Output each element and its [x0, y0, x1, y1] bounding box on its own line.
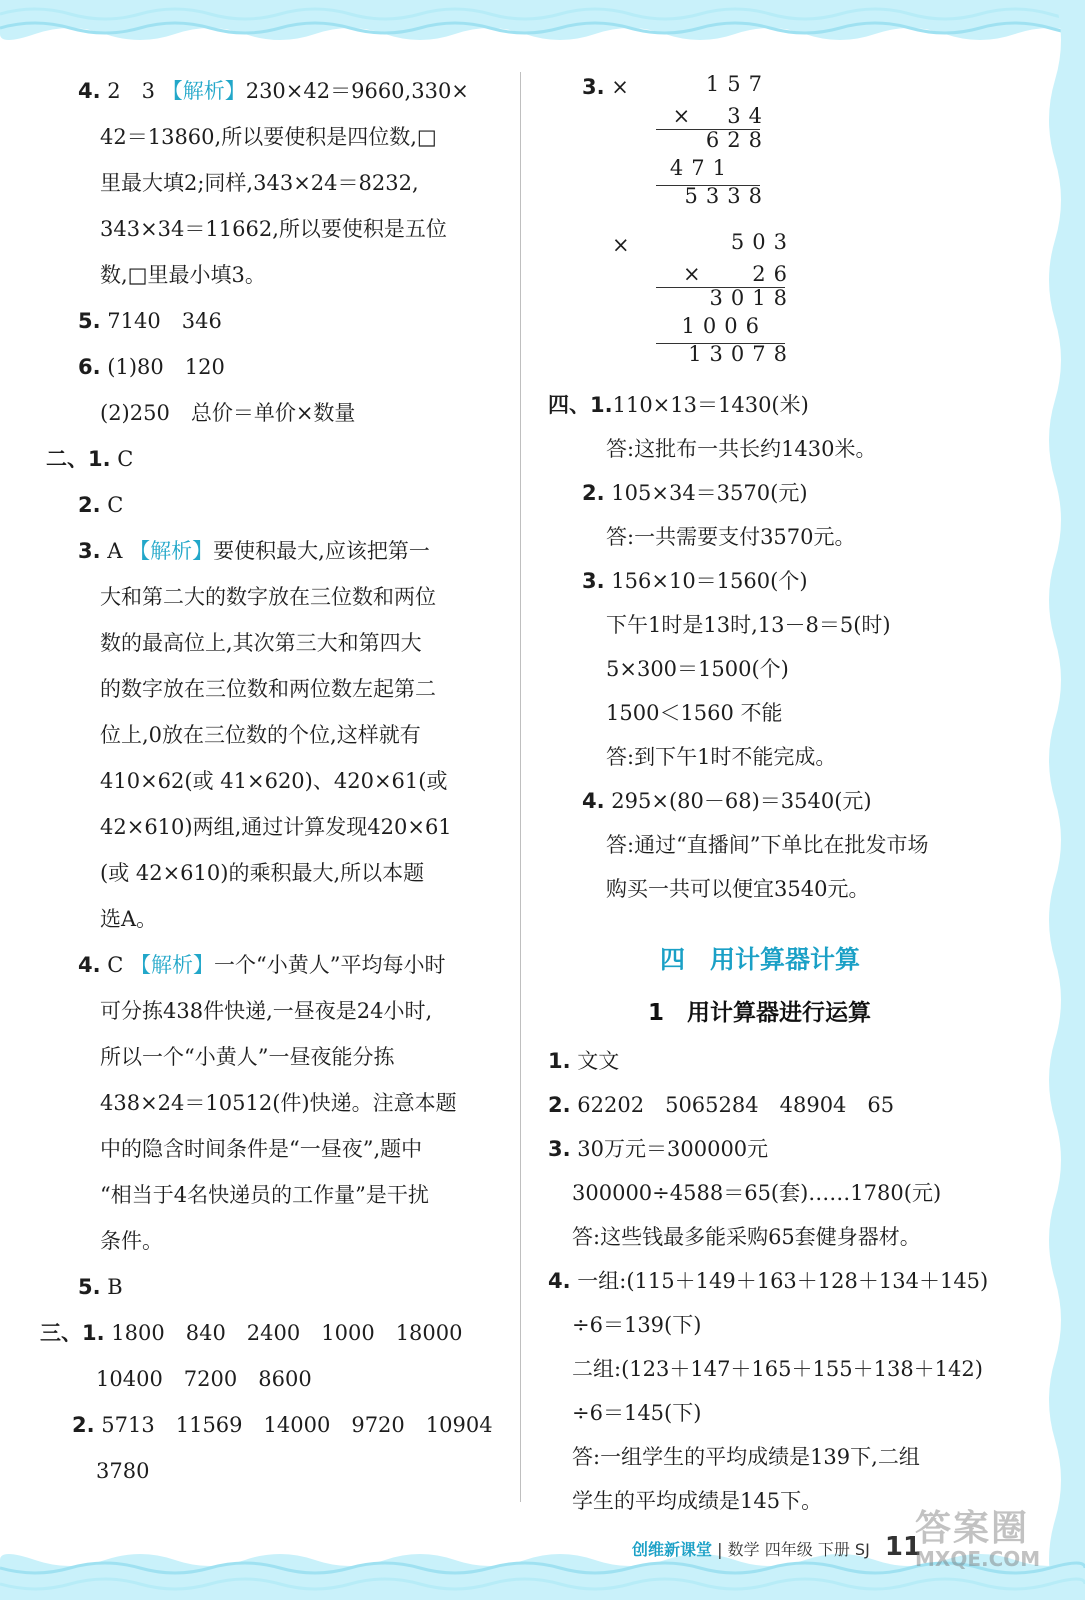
text-line: 答:一共需要支付3570元。: [606, 525, 856, 549]
answer-s2-q5: 5. B: [78, 1275, 123, 1299]
calc-row: 628: [705, 128, 770, 152]
wrong-mark: ×: [612, 233, 630, 257]
text-line: 购买一共可以便宜3540元。: [606, 877, 870, 901]
text-line: 数的最高位上,其次第三大和第四大: [100, 631, 422, 655]
calc-row: 5338: [684, 184, 770, 208]
text-line: 42×610)两组,通过计算发现420×61: [100, 815, 452, 839]
column-divider: [520, 72, 521, 1502]
text-line: 300000÷4588＝65(套)……1780(元): [572, 1181, 942, 1205]
vertical-calc-2: [650, 230, 795, 380]
text-line: (或 42×610)的乘积最大,所以本题: [100, 861, 425, 885]
text-line: 所以一个“小黄人”一昼夜能分拣: [100, 1045, 395, 1069]
answer-s4-q2: 2. 105×34＝3570(元): [582, 481, 808, 505]
wrong-mark: ×: [611, 75, 629, 99]
calc-row: 1006: [681, 314, 767, 338]
analysis-tag: 【解析】: [130, 953, 215, 977]
text-line: 位上,0放在三位数的个位,这样就有: [100, 723, 421, 747]
text-line: (2)250 总价＝单价×数量: [100, 401, 356, 425]
answer-s3-q3: 3. ×: [582, 75, 629, 99]
answer-s1-q4: 4. 2 3 【解析】230×42＝9660,330×: [78, 79, 469, 103]
text-line: 438×24＝10512(件)快递。注意本题: [100, 1091, 457, 1115]
text-line: 大和第二大的数字放在三位数和两位: [100, 585, 436, 609]
brand-name: 创维新课堂: [632, 1540, 713, 1559]
text-line: 里最大填2;同样,343×24＝8232,: [100, 171, 419, 195]
lesson-heading: 1 用计算器进行运算: [648, 1000, 872, 1026]
calc-row: 503: [730, 230, 795, 254]
text-line: 410×62(或 41×620)、420×61(或: [100, 769, 448, 793]
text-line: 1500＜1560 不能: [606, 701, 783, 725]
answer-s2-q4: 4. C 【解析】一个“小黄人”平均每小时: [78, 953, 446, 977]
text-line: 选A。: [100, 907, 158, 931]
answer-c-q4: 4. 一组:(115＋149＋163＋128＋134＋145): [548, 1269, 989, 1293]
analysis-tag: 【解析】: [129, 539, 214, 563]
answer-c-q1: 1. 文文: [548, 1049, 620, 1073]
text-line: 下午1时是13时,13－8＝5(时): [606, 613, 891, 637]
answer-s1-q6: 6. (1)80 120: [78, 355, 225, 379]
text-line: 3780: [96, 1459, 150, 1483]
text-line: 10400 7200 8600: [96, 1367, 312, 1391]
analysis-tag: 【解析】: [161, 79, 246, 103]
text-line: 答:这批布一共长约1430米。: [606, 437, 877, 461]
text-line: 二组:(123＋147＋165＋155＋138＋142): [572, 1357, 983, 1381]
text-line: 可分拣438件快递,一昼夜是24小时,: [100, 999, 433, 1023]
page-number: 11: [884, 1532, 922, 1562]
chapter-heading: 四 用计算器计算: [660, 945, 861, 974]
answer-s3-q2: 2. 5713 11569 14000 9720 10904: [72, 1413, 493, 1437]
calc-row: 13078: [688, 342, 795, 366]
answer-c-q3: 3. 30万元＝300000元: [548, 1137, 769, 1161]
text-line: 5×300＝1500(个): [606, 657, 789, 681]
answer-s1-q5: 5. 7140 346: [78, 309, 222, 333]
text-line: 42＝13860,所以要使积是四位数,□: [100, 125, 437, 149]
text-line: ÷6＝139(下): [572, 1313, 702, 1337]
calc-row: × 26: [683, 262, 795, 286]
text-line: ÷6＝145(下): [572, 1401, 702, 1425]
page-footer: 创维新课堂 | 数学 四年级 下册 SJ 11: [632, 1532, 922, 1562]
text-line: 条件。: [100, 1229, 163, 1253]
text-line: “相当于4名快递员的工作量”是干扰: [100, 1183, 429, 1207]
text-line: 的数字放在三位数和两位数左起第二: [100, 677, 436, 701]
answer-s4-q4: 4. 295×(80－68)＝3540(元): [582, 789, 872, 813]
text-line: 学生的平均成绩是145下。: [572, 1489, 823, 1513]
answer-s2-q2: 2. C: [78, 493, 124, 517]
text-line: 答:通过“直播间”下单比在批发市场: [606, 833, 929, 857]
text-line: 数,□里最小填3。: [100, 263, 266, 287]
watermark: 答案圈 MXQE.COM: [915, 1508, 1041, 1571]
text-line: 343×34＝11662,所以要使积是五位: [100, 217, 447, 241]
text-line: 中的隐含时间条件是“一昼夜”,题中: [100, 1137, 423, 1161]
calc-row: 3018: [709, 286, 795, 310]
answer-s2-q1: 二、1. C: [46, 447, 134, 471]
answer-c-q2: 2. 62202 5065284 48904 65: [548, 1093, 895, 1117]
answer-s4-q1: 四、1.110×13＝1430(米): [548, 393, 809, 417]
answer-s3-q1: 三、1. 1800 840 2400 1000 18000: [40, 1321, 463, 1345]
answer-s4-q3: 3. 156×10＝1560(个): [582, 569, 808, 593]
calc-row: 471: [669, 156, 734, 180]
text-line: 答:到下午1时不能完成。: [606, 745, 837, 769]
vertical-calc-1: [650, 72, 770, 222]
text-line: 答:这些钱最多能采购65套健身器材。: [572, 1225, 921, 1249]
calc-row: 157: [705, 72, 770, 96]
text-line: 答:一组学生的平均成绩是139下,二组: [572, 1445, 920, 1469]
calc-row: × 34: [672, 104, 770, 128]
answer-s2-q3: 3. A 【解析】要使积最大,应该把第一: [78, 539, 430, 563]
